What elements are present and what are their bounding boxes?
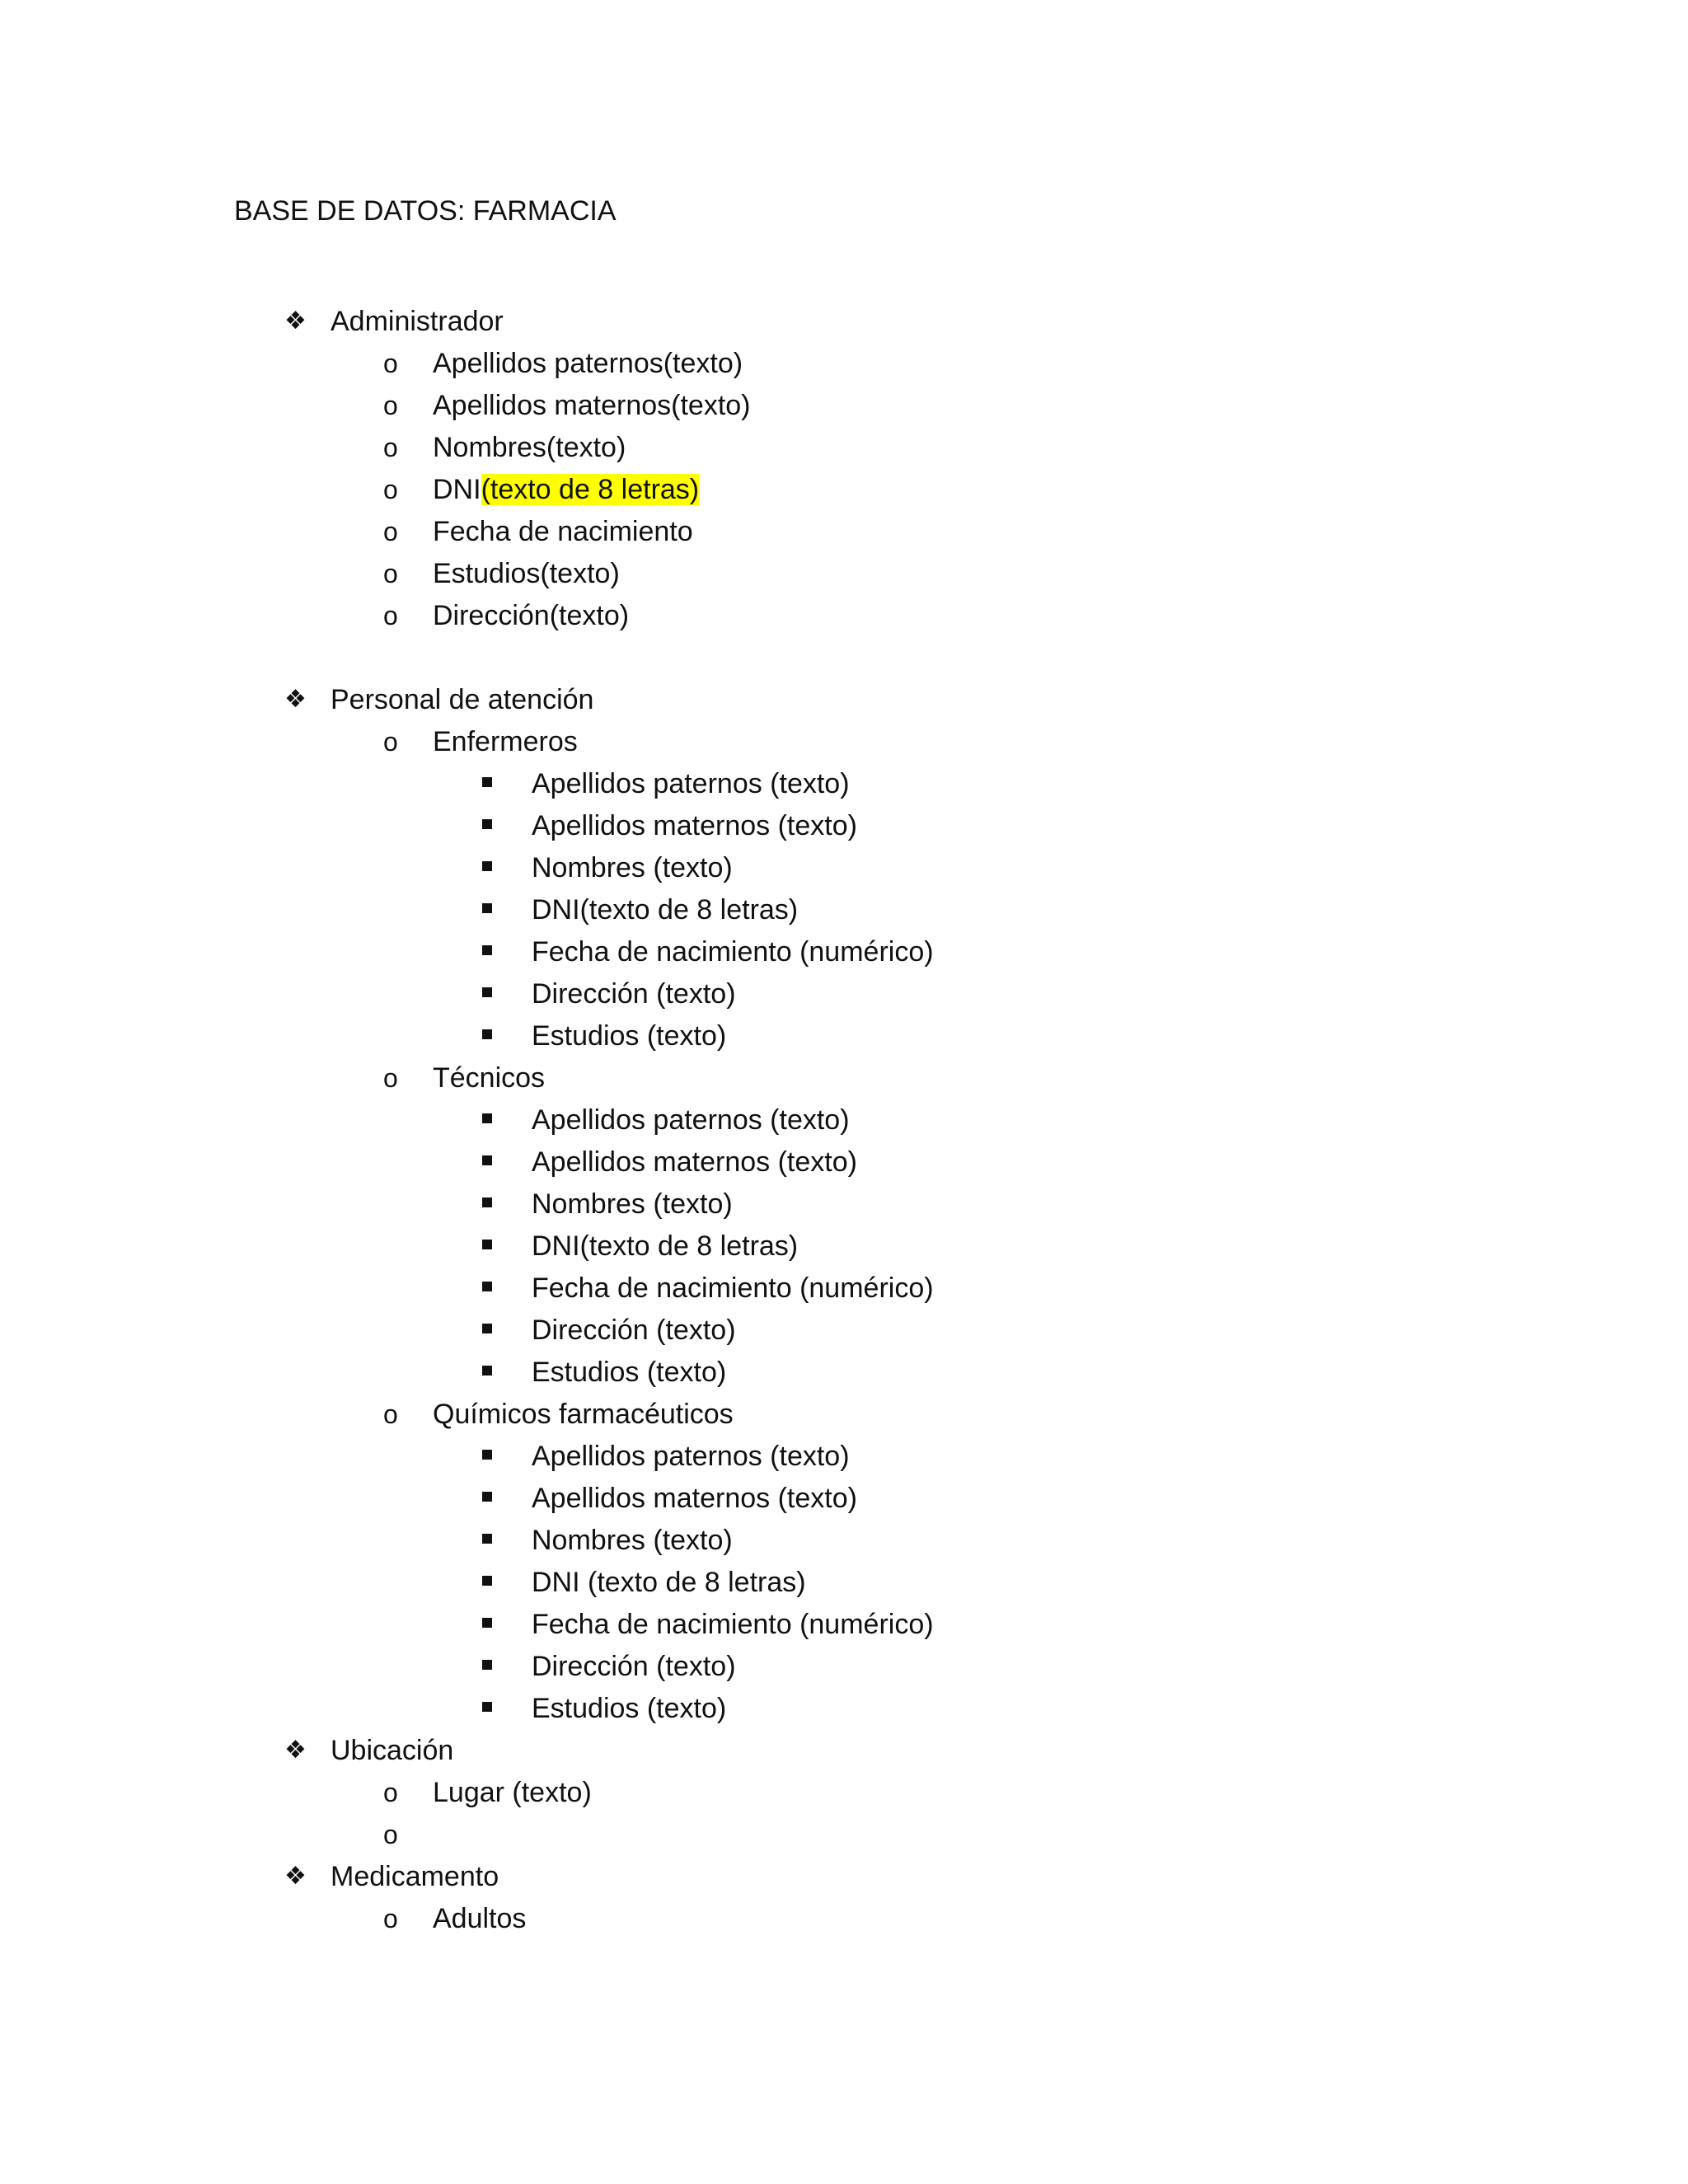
field-label: Apellidos maternos (texto) (532, 1483, 857, 1514)
square-bullet-icon (482, 1197, 492, 1207)
field-label: Apellidos maternos (texto) (532, 810, 857, 841)
circle-bullet-icon: o (383, 727, 398, 757)
field-label: DNI (texto de 8 letras) (532, 1567, 806, 1598)
field-label: Nombres (texto) (532, 1525, 733, 1556)
field-label: Dirección (texto) (532, 1651, 736, 1682)
field-label: Dirección (texto) (532, 978, 736, 1010)
field-label: Apellidos paternos (texto) (532, 768, 850, 799)
field-label: Apellidos paternos (texto) (532, 1104, 850, 1136)
field-label: Fecha de nacimiento (433, 516, 693, 547)
field-label: Estudios (texto) (532, 1020, 727, 1052)
square-bullet-icon (482, 1324, 492, 1333)
diamond-bullet-icon: ❖ (284, 686, 307, 713)
section-label: Personal de atención (331, 684, 594, 715)
circle-bullet-icon: o (383, 1904, 398, 1933)
circle-bullet-icon: o (383, 1820, 398, 1849)
field-label: Dirección(texto) (433, 600, 630, 631)
group-label: Enfermeros (433, 726, 578, 757)
field-label: Estudios (texto) (532, 1357, 727, 1388)
square-bullet-icon (482, 1029, 492, 1039)
field-label: Dirección (texto) (532, 1315, 736, 1346)
square-bullet-icon (482, 1240, 492, 1249)
circle-bullet-icon: o (383, 391, 398, 420)
group-label: Químicos farmacéuticos (433, 1399, 734, 1430)
square-bullet-icon (482, 1113, 492, 1123)
square-bullet-icon (482, 819, 492, 829)
section-label: Ubicación (331, 1735, 454, 1766)
field-label: Nombres (texto) (532, 1188, 733, 1220)
square-bullet-icon (482, 1282, 492, 1291)
field-name: DNI (433, 474, 481, 505)
field-label (433, 468, 699, 511)
circle-bullet-icon: o (383, 475, 398, 504)
circle-bullet-icon: o (383, 517, 398, 546)
field-label: Nombres(texto) (433, 432, 626, 463)
field-label: DNI(texto de 8 letras) (532, 894, 799, 926)
square-bullet-icon (482, 861, 492, 871)
field-label: Apellidos maternos(texto) (433, 390, 751, 421)
square-bullet-icon (482, 1450, 492, 1460)
field-label: Fecha de nacimiento (numérico) (532, 936, 934, 968)
square-bullet-icon (482, 1618, 492, 1628)
square-bullet-icon (482, 1702, 492, 1712)
highlighted-text: (texto de 8 letras) (481, 474, 700, 505)
square-bullet-icon (482, 1155, 492, 1165)
circle-bullet-icon: o (383, 433, 398, 462)
field-label: Nombres (texto) (532, 852, 733, 883)
field-label: Lugar (texto) (433, 1777, 592, 1808)
section-label: Medicamento (331, 1861, 499, 1892)
circle-bullet-icon: o (383, 601, 398, 630)
circle-bullet-icon: o (383, 1063, 398, 1093)
square-bullet-icon (482, 1534, 492, 1544)
circle-bullet-icon: o (383, 1399, 398, 1429)
square-bullet-icon (482, 1366, 492, 1376)
field-label: Fecha de nacimiento (numérico) (532, 1272, 934, 1304)
diamond-bullet-icon: ❖ (284, 1736, 307, 1764)
circle-bullet-icon: o (383, 559, 398, 588)
square-bullet-icon (482, 1660, 492, 1670)
square-bullet-icon (482, 777, 492, 787)
field-label: Apellidos paternos (texto) (532, 1441, 850, 1472)
field-label: Fecha de nacimiento (numérico) (532, 1609, 934, 1640)
field-label: Estudios(texto) (433, 558, 620, 589)
field-label: Adultos (433, 1903, 527, 1934)
field-label: Apellidos paternos(texto) (433, 348, 743, 379)
document-title: BASE DE DATOS: FARMACIA (234, 195, 617, 227)
circle-bullet-icon: o (383, 1778, 398, 1807)
square-bullet-icon (482, 987, 492, 997)
diamond-bullet-icon: ❖ (284, 307, 307, 335)
square-bullet-icon (482, 945, 492, 955)
section-label: Administrador (331, 306, 504, 337)
square-bullet-icon (482, 903, 492, 913)
square-bullet-icon (482, 1576, 492, 1586)
field-label: DNI(texto de 8 letras) (532, 1230, 799, 1262)
square-bullet-icon (482, 1492, 492, 1502)
circle-bullet-icon: o (383, 349, 398, 378)
group-label: Técnicos (433, 1062, 546, 1094)
field-label: Estudios (texto) (532, 1693, 727, 1724)
diamond-bullet-icon: ❖ (284, 1863, 307, 1890)
field-label: Apellidos maternos (texto) (532, 1146, 857, 1178)
